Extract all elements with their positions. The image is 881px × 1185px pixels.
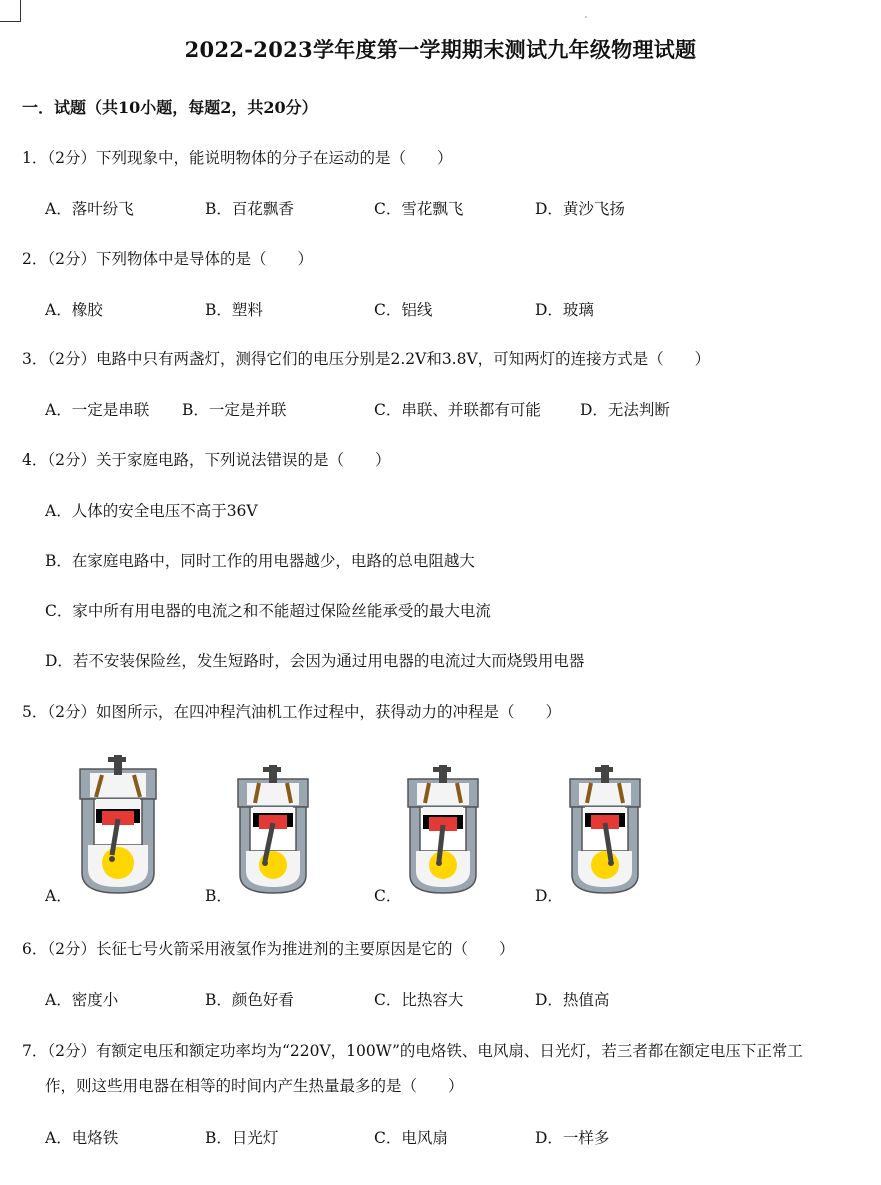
q7-option-c: C．电风扇 — [374, 1129, 448, 1147]
q6-option-b: B．颜色好看 — [205, 991, 294, 1009]
engine-stroke-figure-d — [565, 765, 645, 895]
page-corner-mark — [0, 0, 22, 22]
q4-option-a: A．人体的安全电压不高于36V — [45, 502, 258, 520]
q5-option-d: D． — [535, 887, 563, 905]
q6-option-d: D．热值高 — [535, 991, 610, 1009]
q1-option-d: D．黄沙飞扬 — [535, 200, 625, 218]
question-2-stem: 2．（2分）下列物体中是导体的是（ ） — [22, 250, 313, 268]
q6-option-c: C．比热容大 — [374, 991, 464, 1009]
q7-option-d: D．一样多 — [535, 1129, 610, 1147]
question-5-stem: 5．（2分）如图所示，在四冲程汽油机工作过程中，获得动力的冲程是（ ） — [22, 703, 561, 721]
engine-stroke-figure-b — [233, 765, 313, 895]
q1-option-b: B．百花飘香 — [205, 200, 294, 218]
question-7-stem-continued: 作，则这些用电器在相等的时间内产生热量最多的是（ ） — [45, 1077, 464, 1095]
q1-option-c: C．雪花飘飞 — [374, 200, 464, 218]
scan-dot — [585, 16, 587, 18]
question-1-stem: 1．（2分）下列现象中，能说明物体的分子在运动的是（ ） — [22, 149, 453, 167]
q3-option-d: D．无法判断 — [580, 401, 670, 419]
q2-option-c: C．铝线 — [374, 301, 433, 319]
engine-stroke-figure-c — [403, 765, 483, 895]
q5-option-c: C． — [374, 887, 402, 905]
q3-option-a: A．一定是串联 — [45, 401, 150, 419]
q5-option-b: B． — [205, 887, 232, 905]
q7-option-b: B．日光灯 — [205, 1129, 279, 1147]
question-6-stem: 6．（2分）长征七号火箭采用液氢作为推进剂的主要原因是它的（ ） — [22, 940, 515, 958]
q1-option-a: A．落叶纷飞 — [45, 200, 134, 218]
page-title: 2022-2023学年度第一学期期末测试九年级物理试题 — [184, 37, 697, 62]
question-7-stem: 7．（2分）有额定电压和额定功率均为“220V，100W”的电烙铁、电风扇、日光灯，若三者都在额定电压下正常工 — [22, 1042, 803, 1060]
q7-option-a: A．电烙铁 — [45, 1129, 119, 1147]
q2-option-a: A．橡胶 — [45, 301, 103, 319]
q4-option-c: C．家中所有用电器的电流之和不能超过保险丝能承受的最大电流 — [45, 602, 491, 620]
q3-option-b: B．一定是并联 — [182, 401, 287, 419]
q2-option-d: D．玻璃 — [535, 301, 594, 319]
q4-option-b: B．在家庭电路中，同时工作的用电器越少，电路的总电阻越大 — [45, 552, 475, 570]
q2-option-b: B．塑料 — [205, 301, 263, 319]
q3-option-c: C．串联、并联都有可能 — [374, 401, 541, 419]
q5-option-a: A． — [45, 887, 72, 905]
question-3-stem: 3．（2分）电路中只有两盏灯，测得它们的电压分别是2.2V和3.8V，可知两灯的连接方式是（ ） — [22, 350, 711, 368]
q4-option-d: D．若不安装保险丝，发生短路时，会因为通过用电器的电流过大而烧毁用电器 — [45, 652, 585, 670]
section-heading: 一．试题（共10小题，每题2，共20分） — [22, 98, 318, 117]
engine-stroke-figure-a — [72, 755, 162, 895]
q6-option-a: A．密度小 — [45, 991, 119, 1009]
question-4-stem: 4．（2分）关于家庭电路，下列说法错误的是（ ） — [22, 451, 391, 469]
